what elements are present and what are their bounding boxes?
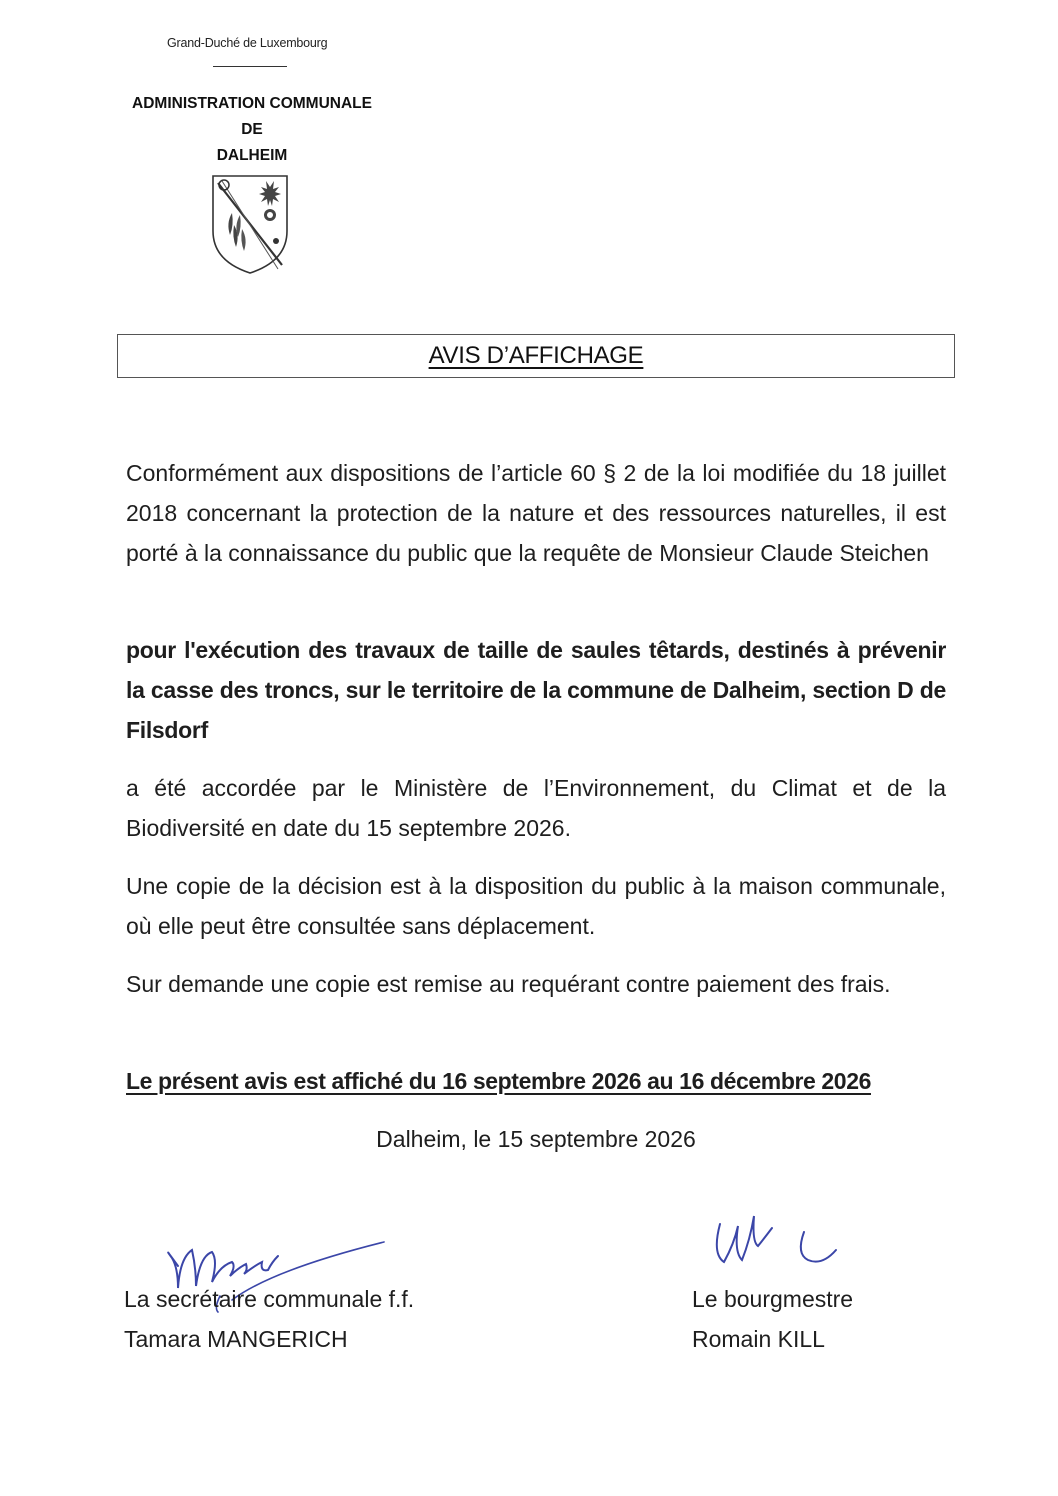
paragraph-legal-basis: Conformément aux dispositions de l’article 60 § 2 de la loi modifiée du 18 juillet 2018 concernant la protection de la nature et des ressources naturelles, il est porté à la connaissance du public que la requête de Monsieur Claude Steichen bbox=[126, 460, 946, 566]
country-name: Grand-Duché de Luxembourg bbox=[167, 36, 328, 50]
paragraph-project-description: pour l'exécution des travaux de taille de saules têtards, destinés à prévenir la casse des troncs, sur le territoire de la commune de Dalheim, section D de Filsdorf bbox=[126, 637, 946, 743]
paragraph-display-period: Le présent avis est affiché du 16 septembre 2026 au 16 décembre 2026 bbox=[126, 1068, 871, 1094]
secretary-name: Tamara MANGERICH bbox=[124, 1326, 348, 1352]
administration-name bbox=[110, 91, 394, 169]
title-box bbox=[117, 334, 955, 378]
mayor-block bbox=[692, 1279, 853, 1359]
mayor-name: Romain KILL bbox=[692, 1326, 825, 1352]
mayor-signature-icon bbox=[706, 1210, 846, 1280]
mayor-role: Le bourgmestre bbox=[692, 1286, 854, 1312]
paragraph-approval: a été accordée par le Ministère de l’Environnement, du Climat et de la Biodiversité en date du 15 septembre 2026. bbox=[126, 775, 946, 841]
header-divider bbox=[213, 66, 287, 67]
admin-line-2: DE bbox=[241, 121, 263, 138]
admin-line-3: DALHEIM bbox=[216, 147, 288, 164]
admin-line-1: ADMINISTRATION COMMUNALE bbox=[132, 95, 372, 112]
dalheim-coat-of-arms-icon bbox=[210, 173, 290, 275]
page-title: AVIS D’AFFICHAGE bbox=[428, 342, 644, 369]
secretary-role: La secrétaire communale f.f. bbox=[124, 1286, 415, 1312]
paragraph-consultation: Une copie de la décision est à la disposition du public à la maison communale, où elle peut être consultée sans déplacement. bbox=[126, 873, 946, 939]
secretary-block bbox=[124, 1279, 414, 1359]
paragraph-copy-request: Sur demande une copie est remise au requérant contre paiement des frais. bbox=[126, 971, 891, 997]
place-and-date: Dalheim, le 15 septembre 2026 bbox=[376, 1126, 696, 1152]
